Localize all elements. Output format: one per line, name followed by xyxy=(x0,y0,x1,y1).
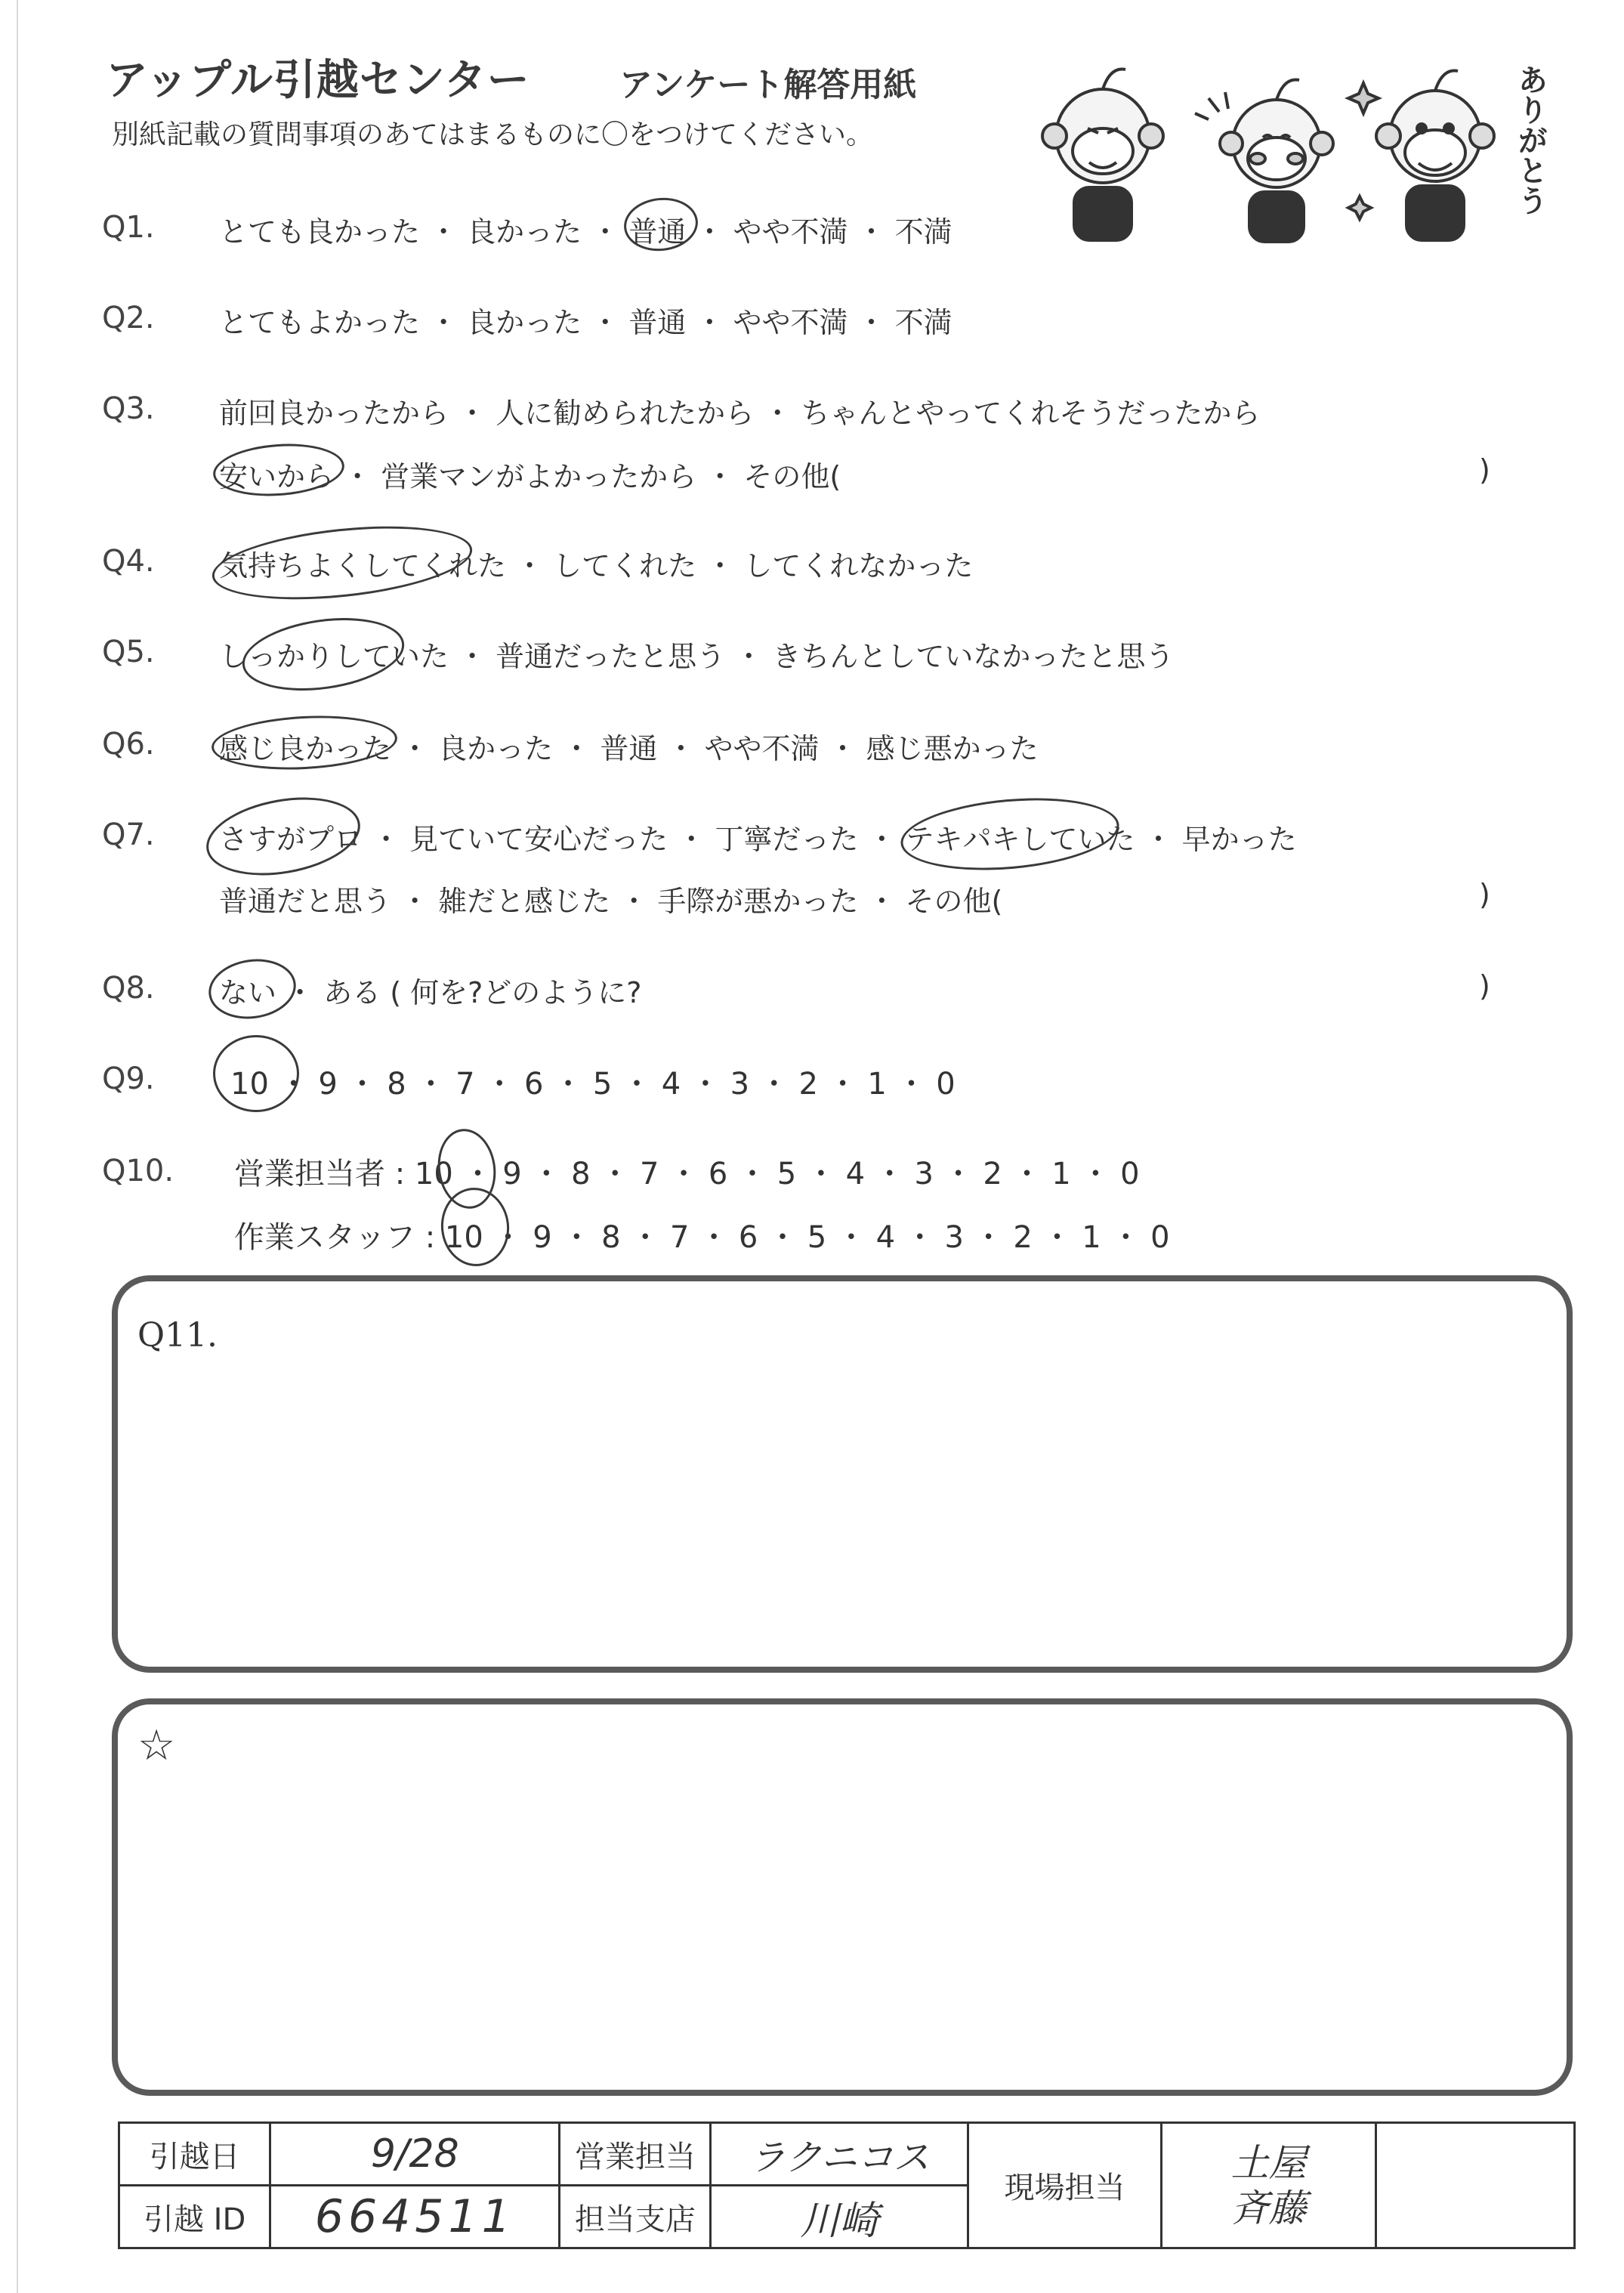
site-staff-name-2: 斉藤 xyxy=(1230,2186,1307,2230)
footer-table xyxy=(118,2121,1576,2249)
answer-circle-q7b xyxy=(898,790,1122,879)
empty-cell xyxy=(1376,2123,1575,2248)
branch-value: 川崎 xyxy=(711,2186,968,2248)
star-label: ☆ xyxy=(137,1721,176,1770)
q7-close-paren: ) xyxy=(1479,878,1490,911)
answer-circle-q8 xyxy=(205,953,300,1024)
q4-number: Q4. xyxy=(102,544,155,579)
q8-choices: ない ・ ある ( 何を?どのように? xyxy=(219,976,642,1009)
monkey-mascots-illustration xyxy=(1027,53,1571,249)
q7-choices-line1: さすがプロ ・ 見ていて安心だった ・ 丁寧だった ・ テキパキしていた ・ 早かった xyxy=(219,823,1297,856)
q3-number: Q3. xyxy=(102,391,155,426)
q4-choices: 気持ちよくしてくれた ・ してくれた ・ してくれなかった xyxy=(219,549,974,583)
scan-edge-line xyxy=(17,0,18,2293)
q8-close-paren: ) xyxy=(1479,969,1490,1003)
q8-number: Q8. xyxy=(102,971,155,1006)
form-subtitle: アンケート解答用紙 xyxy=(619,66,917,104)
q10-number: Q10. xyxy=(102,1154,174,1188)
star-comment-box[interactable] xyxy=(112,1698,1573,2096)
site-staff-value xyxy=(1161,2123,1376,2248)
q1-choices: とても良かった ・ 良かった ・ 普通 ・ やや不満 ・ 不満 xyxy=(219,215,952,249)
answer-circle-q7a xyxy=(200,786,366,886)
move-date-label: 引越日 xyxy=(119,2123,270,2186)
thanks-text: ありがとう xyxy=(1513,64,1548,215)
q3-choices-line1: 前回良かったから ・ 人に勧められたから ・ ちゃんとやってくれそうだったから xyxy=(219,397,1261,430)
site-staff-name-1: 土屋 xyxy=(1230,2140,1307,2185)
answer-circle-q9 xyxy=(213,1035,299,1112)
q6-choices: 感じ良かった ・ 良かった ・ 普通 ・ やや不満 ・ 感じ悪かった xyxy=(219,732,1039,765)
q5-number: Q5. xyxy=(102,635,155,669)
answer-circle-q5 xyxy=(238,608,409,700)
q3-choices-line2: 安いから ・ 営業マンがよかったから ・ その他( xyxy=(219,460,841,493)
q11-label: Q11. xyxy=(137,1316,218,1355)
move-date-value: 9/28 xyxy=(270,2123,560,2186)
site-staff-label: 現場担当 xyxy=(968,2123,1162,2248)
q9-number: Q9. xyxy=(102,1062,155,1096)
q11-comment-box[interactable] xyxy=(112,1275,1573,1673)
q3-close-paren: ) xyxy=(1479,453,1490,487)
q5-choices: しっかりしていた ・ 普通だったと思う ・ きちんとしていなかったと思う xyxy=(219,640,1175,673)
company-title: アップル引越センター xyxy=(106,56,530,105)
move-id-value: 664511 xyxy=(270,2186,560,2248)
q10-staff-line: 作業スタッフ : 10 ・ 9 ・ 8 ・ 7 ・ 6 ・ 5 ・ 4 ・ 3 ・ 2 ・ 1 ・ 0 xyxy=(234,1220,1170,1255)
sales-rep-value: ラクニコス xyxy=(711,2123,968,2186)
q7-number: Q7. xyxy=(102,817,155,852)
q2-choices: とてもよかった ・ 良かった ・ 普通 ・ やや不満 ・ 不満 xyxy=(219,306,952,339)
q2-number: Q2. xyxy=(102,301,155,335)
q7-choices-line2: 普通だと思う ・ 雑だと感じた ・ 手際が悪かった ・ その他( xyxy=(219,885,1003,918)
q6-number: Q6. xyxy=(102,727,155,762)
q10-sales-line: 営業担当者 : 10 ・ 9 ・ 8 ・ 7 ・ 6 ・ 5 ・ 4 ・ 3 ・ 2 ・ 1 ・ 0 xyxy=(234,1157,1140,1191)
q1-number: Q1. xyxy=(102,210,155,245)
instruction-text: 別紙記載の質問事項のあてはまるものに〇をつけてください。 xyxy=(112,119,874,150)
answer-circle-q4 xyxy=(208,515,476,610)
q9-choices: 10 ・ 9 ・ 8 ・ 7 ・ 6 ・ 5 ・ 4 ・ 3 ・ 2 ・ 1 ・ 0 xyxy=(230,1067,956,1102)
move-id-label: 引越 ID xyxy=(119,2186,270,2248)
branch-label: 担当支店 xyxy=(560,2186,711,2248)
sales-rep-label: 営業担当 xyxy=(560,2123,711,2186)
